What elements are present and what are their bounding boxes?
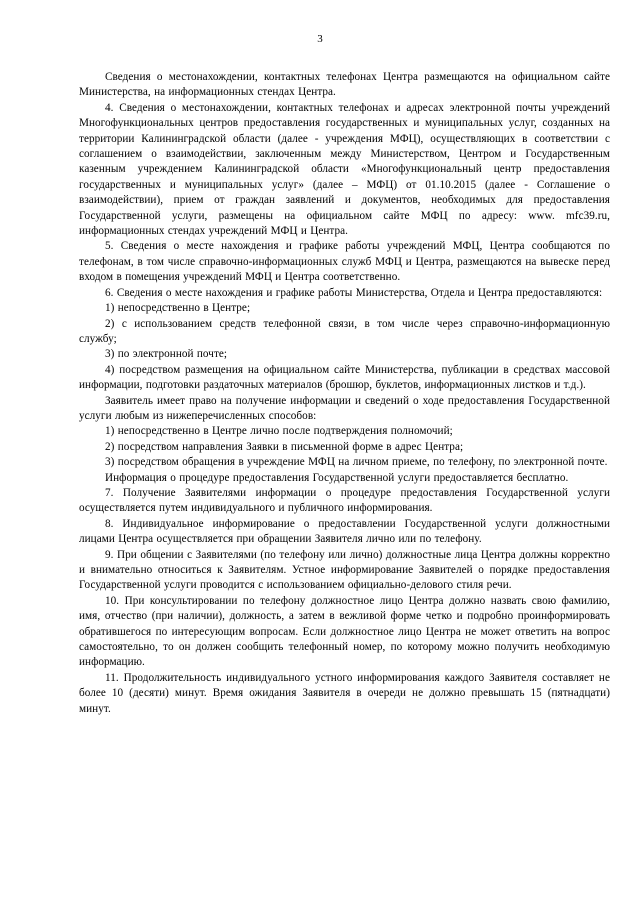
paragraph-free-of-charge: Информация о процедуре предоставления Государственной услуги предоставляется бесплатно.	[105, 471, 569, 484]
paragraph-10-phone-consulting: 10. При консультировании по телефону должностное лицо Центра должно назвать свою фамилию, имя, отчество (при наличии), должность, а затем в вежливой форме четко и подробно проинформировать обратившегося по интересующим вопросам. Если должностное лицо Центра не может ответить на вопрос самостоятельно, то он должен сообщить телефонный номер, по которому можно получить необходимую информацию.	[79, 594, 610, 669]
paragraph-4-mfc-info: 4. Сведения о местонахождении, контактных телефонах и адресах электронной почты учреждений Многофункциональных центров предоставления государственных и муниципальных услуг, созданных на территории Калининградской области (далее - учреждения МФЦ), осуществляющих в соответствии с соглашением о взаимодействии, заключенным между Министерством, Центром и Государственным казенным учреждением Калининградской области «Многофункциональный центр предоставления государственных и муниципальных услуг» (далее – МФЦ) от 01.10.2015 (далее - Соглашение о взаимодействии), прием от граждан заявлений и документов, необходимых для предоставления Государственной услуги, размещены на официальном сайте МФЦ по адресу: www. mfc39.ru, информационных стендах учреждений МФЦ и Центра.	[79, 101, 610, 238]
list-item-email: 3) по электронной почте;	[105, 348, 228, 361]
list-item-website-media: 4) посредством размещения на официальном сайте Министерства, публикации в средствах массовой информации, подготовки раздаточных материалов (брошюр, буклетов, информационных листков и т.д.).	[79, 363, 610, 392]
list-item-mfc-request: 3) посредством обращения в учреждение МФЦ на личном приеме, по телефону, по электронной почте.	[105, 456, 608, 469]
list-item-phone: 2) с использованием средств телефонной связи, в том числе через справочно-информационную службу;	[79, 317, 610, 345]
list-item-in-person: 1) непосредственно в Центре лично после подтверждения полномочий;	[105, 425, 453, 438]
paragraph-6-ministry-schedule: 6. Сведения о месте нахождения и графике работы Министерства, Отдела и Центра предоставляются:	[105, 286, 603, 299]
page-number: 3	[317, 33, 323, 45]
paragraph-11-duration: 11. Продолжительность индивидуального устного информирования каждого Заявителя составляет не более 10 (десяти) минут. Время ожидания Заявителя в очереди не должно превышать 15 (пятнадцати) минут.	[79, 671, 610, 715]
paragraph-8-individual-informing: 8. Индивидуальное информирование о предоставлении Государственной услуги должностными лицами Центра осуществляется при обращении Заявителя лично или по телефону.	[79, 517, 610, 546]
paragraph-center-location-info: Сведения о местонахождении, контактных телефонах Центра размещаются на официальном сайте Министерства, на информационных стендах Центра.	[79, 71, 610, 99]
list-item-in-center: 1) непосредственно в Центре;	[105, 302, 251, 315]
paragraph-9-communication: 9. При общении с Заявителями (по телефону или лично) должностные лица Центра должны корректно и внимательно относиться к Заявителям. Устное информирование Заявителей о порядке предоставления Государственной услуги проводится с использованием официально-делового стиля речи.	[79, 548, 610, 592]
list-item-written-request: 2) посредством направления Заявки в письменной форме в адрес Центра;	[105, 440, 464, 453]
paragraph-5-mfc-schedule: 5. Сведения о месте нахождения и графике работы учреждений МФЦ, Центра сообщаются по телефонам, в том числе справочно-информационных служб МФЦ и Центра, размещаются на вывеске перед входом в помещения учреждений МФЦ и Центра соответственно.	[79, 240, 610, 284]
paragraph-7-informing: 7. Получение Заявителями информации о процедуре предоставления Государственной услуги осуществляется путем индивидуального и публичного информирования.	[79, 486, 610, 515]
paragraph-applicant-rights: Заявитель имеет право на получение информации и сведений о ходе предоставления Государственной услуги любым из нижеперечисленных способов:	[79, 394, 610, 422]
document-body	[79, 70, 610, 717]
